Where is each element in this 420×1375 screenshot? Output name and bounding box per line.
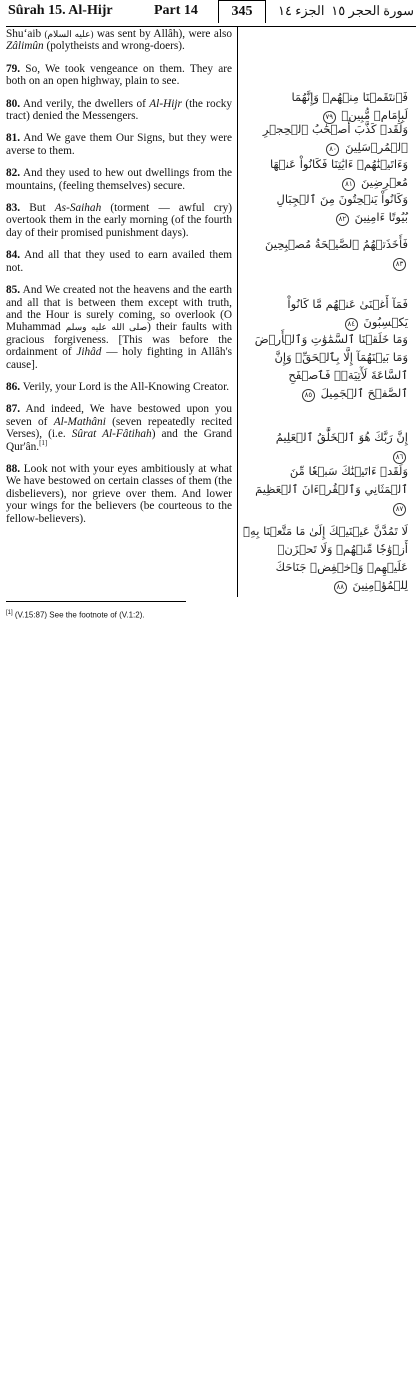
verse-text: And all that they used to earn availed them not.	[6, 249, 232, 274]
verse-number: 85.	[6, 284, 21, 297]
verse-number: 81.	[6, 132, 21, 145]
ayah-number-marker: ٧٩	[323, 111, 336, 124]
verse-text: (torment — awful cry) overtook them in the early morning (of the fourth day of their promised punishment days).	[6, 202, 232, 239]
arabic-text: فَمَآ أَغۡنَىٰ عَنۡهُم مَّا كَانُواْ يَكۡسِبُونَ	[287, 297, 408, 329]
verse-text: So, We took vengeance on them. They are both on an open highway, plain to see.	[6, 62, 232, 88]
arabic-text: فَأَخَذَتۡهُمُ ٱلصَّيۡحَةُ مُصۡبِحِينَ	[264, 237, 408, 251]
verse-84	[6, 249, 232, 274]
verse-85	[6, 284, 232, 371]
ayah-number-marker: ٨٥	[302, 389, 315, 402]
arabic-text: وَءَاتَيۡنَٰهُمۡ ءَايَٰتِنَا فَكَانُواْ عَنۡهَا مُعۡرِضِينَ	[270, 157, 408, 189]
ayah-number-marker: ٨٢	[336, 213, 349, 226]
arabic-verse-88	[243, 522, 408, 594]
arabic-verse-83	[258, 235, 408, 271]
honorific: صلى الله عليه وسلم	[65, 322, 148, 333]
honorific: (عليه السلام)	[44, 29, 94, 39]
intro-name: Shu‘aib	[6, 28, 42, 40]
column-divider	[237, 27, 238, 597]
verse-number: 84.	[6, 249, 21, 262]
ayah-number-marker: ٨٣	[393, 258, 406, 271]
juz-arabic: الجزء ١٤	[278, 3, 325, 18]
footnote-text: (V.15:87) See the footnote of (V.1:2).	[12, 610, 145, 620]
arabic-verse-82	[258, 190, 408, 226]
intro-term: Zâlimûn	[6, 40, 44, 53]
footnote-ref[interactable]: [1]	[39, 438, 48, 447]
verse-term: As-Saihah	[54, 202, 102, 215]
verse-number: 88.	[6, 462, 21, 475]
surah-title: Sûrah 15. Al-Hijr	[8, 3, 113, 18]
arabic-verse-79	[258, 88, 408, 124]
arabic-text: وَلَقَدۡ كَذَّبَ أَصۡحَٰبُ ٱلۡحِجۡرِ ٱلۡمُرۡسَلِينَ	[262, 122, 408, 154]
intro-paragraph	[6, 28, 232, 53]
arabic-verse-86	[258, 428, 408, 464]
verse-text: Look not with your eyes ambitiously at what We have bestowed on certain classes of them (the disbelievers), nor grieve over them. And lower your wings for the believers (be courteous to the fellow-believers).	[6, 462, 232, 525]
page-number: 345	[218, 0, 266, 23]
arabic-text: إِنَّ رَبَّكَ هُوَ ٱلۡخَلَّٰقُ ٱلۡعَلِيمُ	[275, 430, 408, 444]
ayah-number-marker: ٨٧	[393, 503, 406, 516]
part-label: Part 14	[154, 3, 198, 18]
arabic-verse-87	[248, 462, 408, 516]
verse-term: Jihâd	[76, 346, 102, 359]
arabic-text: وَمَا خَلَقۡنَا ٱلسَّمَٰوَٰتِ وَٱلۡأَرۡضَ وَمَا بَيۡنَهُمَآ إِلَّا بِٱلۡحَقِّۗ وَإِنَّ ٱلسَّاعَةَ لَأٓتِيَةٞۖ فَٱصۡفَحِ ٱلصَّفۡحَ ٱلۡجَمِيلَ	[254, 332, 408, 400]
ayah-number-marker: ٨٦	[393, 451, 406, 464]
arabic-text: وَكَانُواْ يَنۡحِتُونَ مِنَ ٱلۡجِبَالِ بُيُوتًا ءَامِنِينَ	[276, 192, 408, 224]
verse-text: Verily, your Lord is the All-Knowing Creator.	[20, 380, 230, 393]
translation-column	[6, 28, 232, 535]
verse-term: Sûrat Al-Fâtihah	[71, 428, 152, 441]
verse-number: 79.	[6, 62, 21, 75]
arabic-verse-84	[258, 295, 408, 331]
verse-text: ) and the Grand Qur'ân.	[6, 428, 232, 453]
verse-81	[6, 132, 232, 157]
verse-number: 83.	[6, 202, 21, 215]
arabic-verse-80	[258, 120, 408, 156]
verse-text: And We gave them Our Signs, but they were averse to them.	[6, 132, 232, 157]
verse-text: (the rocky tract) denied the Messengers.	[6, 97, 233, 123]
verse-82	[6, 167, 232, 192]
verse-80	[6, 98, 232, 123]
verse-88	[6, 463, 232, 525]
verse-number: 82.	[6, 167, 21, 180]
verse-text: But	[20, 202, 55, 215]
verse-83	[6, 202, 232, 239]
ayah-number-marker: ٨٠	[326, 143, 339, 156]
verse-text: And indeed, We have bestowed upon you seven of	[6, 403, 232, 428]
ayah-number-marker: ٨٨	[334, 581, 347, 594]
verse-text: And verily, the dwellers of	[20, 97, 150, 110]
arabic-text: وَلَقَدۡ ءَاتَيۡنَٰكَ سَبۡعٗا مِّنَ ٱلۡمَثَانِي وَٱلۡقُرۡءَانَ ٱلۡعَظِيمَ	[255, 464, 408, 496]
footnote-mark: [1]	[6, 610, 13, 616]
ayah-number-marker: ٨٤	[345, 318, 358, 331]
footnote-divider	[6, 601, 186, 602]
intro-text: was sent by Allâh), were also	[93, 28, 233, 40]
verse-number: 87.	[6, 403, 21, 416]
arabic-text: فَٱنتَقَمۡنَا مِنۡهُمۡ وَإِنَّهُمَا لَبِإِمَامٖ مُّبِينٖ	[291, 90, 408, 122]
surah-arabic: سورة الحجر ١٥	[331, 3, 414, 18]
verse-term: Al-Hijr	[149, 97, 182, 110]
verse-number: 86.	[6, 380, 21, 393]
ayah-number-marker: ٨١	[342, 178, 355, 191]
verse-text: And We created not the heavens and the earth and all that is between them except with truth, and the Hour is surely coming, so overlook (O Muhammad	[6, 284, 232, 334]
arabic-text: لَا تَمُدَّنَّ عَيۡنَيۡكَ إِلَىٰ مَا مَتَّعۡنَا بِهِۦٓ أَزۡوَٰجٗا مِّنۡهُمۡ وَلَا تَحۡزَنۡ عَلَيۡهِمۡ وَٱخۡفِضۡ جَنَاحَكَ لِلۡمُؤۡمِنِينَ	[243, 524, 408, 592]
footnote	[6, 610, 145, 620]
intro-text-end: (polytheists and wrong-doers).	[43, 40, 185, 53]
verse-text: (seven repeatedly recited Verses), (i.e.	[6, 415, 233, 441]
verse-number: 80.	[6, 97, 21, 110]
verse-text: And they used to hew out dwellings from the mountains, (feeling themselves) secure.	[6, 167, 232, 192]
page-header	[6, 0, 416, 27]
verse-text: — holy fighting in Allâh's cause].	[6, 346, 232, 371]
arabic-verse-81	[258, 155, 408, 191]
arabic-verse-85	[248, 330, 408, 402]
verse-87	[6, 403, 232, 453]
verse-79	[6, 63, 232, 88]
verse-86	[6, 381, 232, 393]
verse-text: ) their faults with gracious forgiveness. [This was before the ordainment of	[6, 321, 232, 359]
verse-term: Al-Mathâni	[53, 415, 106, 428]
